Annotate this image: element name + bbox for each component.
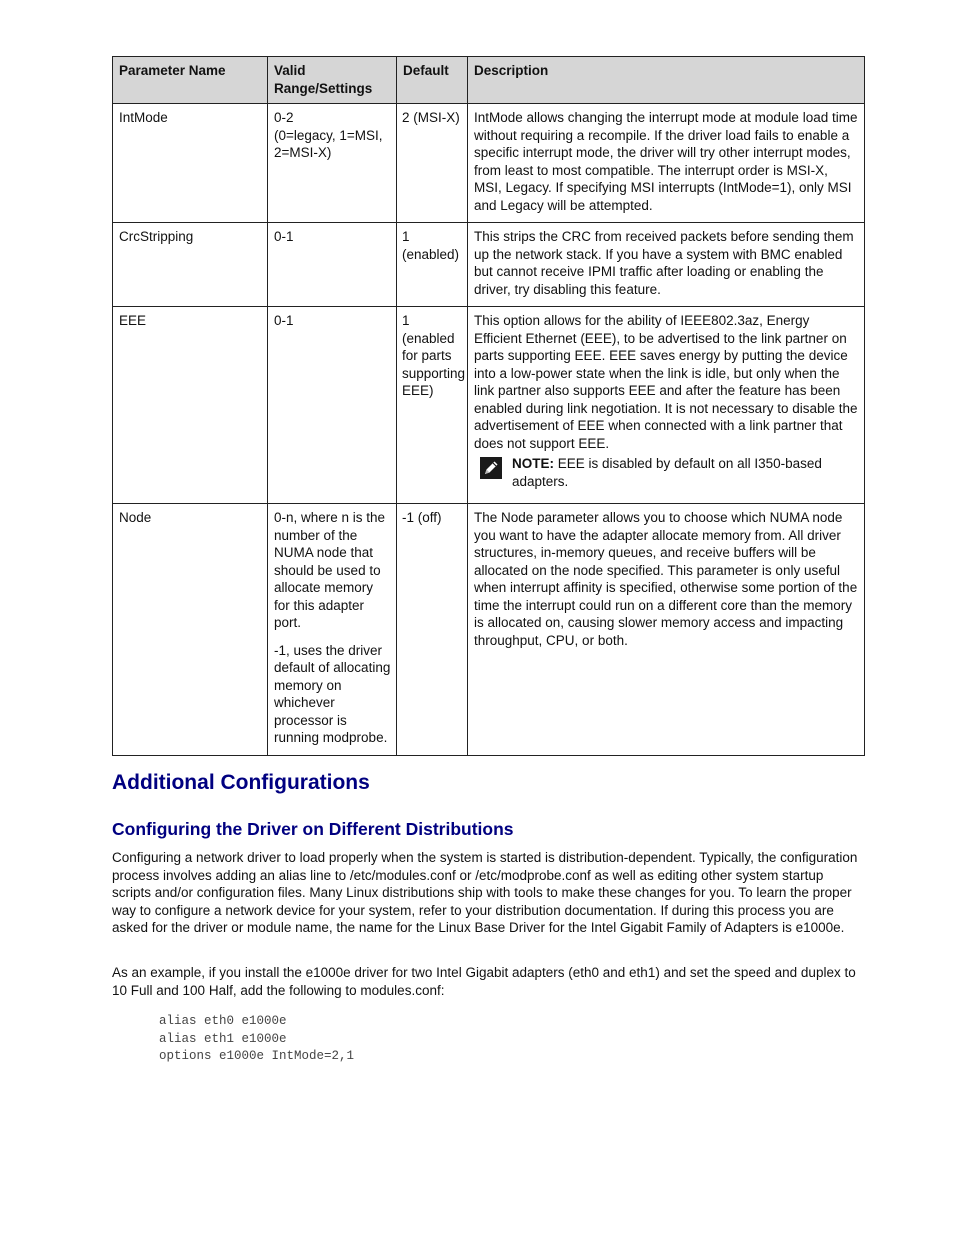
- table-row: [113, 307, 865, 504]
- param-range: [268, 307, 397, 504]
- header-description: Description: [468, 57, 865, 104]
- parameters-table: [112, 56, 865, 756]
- subsection-title: Configuring the Driver on Different Distributions: [112, 819, 514, 839]
- header-valid-range: Valid Range/Settings: [268, 57, 397, 104]
- code-line: alias eth1 e1000e: [159, 1031, 287, 1046]
- param-default: 1 (enabled for parts supporting EEE): [397, 307, 468, 504]
- range-text: 0-n, where n is the number of the NUMA node that should be used to allocate memory for this adapter port.: [274, 510, 386, 630]
- param-name: Node: [113, 504, 268, 756]
- note-text: [512, 455, 859, 490]
- param-description: This strips the CRC from received packets before sending them up the network stack. If you have a system with BMC enabled but cannot receive IPMI traffic after loading or enabling the driver, try disabling this feature.: [468, 223, 865, 307]
- header-default: Default: [397, 57, 468, 104]
- code-line: options e1000e IntMode=2,1: [159, 1049, 355, 1063]
- range-text: -1, uses the driver default of allocating memory on whichever processor is running modprobe.: [274, 642, 391, 745]
- section-title: Additional Configurations: [112, 771, 370, 794]
- note-body: EEE is disabled by default on all I350-based adapters.: [512, 456, 822, 489]
- range-text: 0-1: [274, 229, 294, 244]
- param-description: The Node parameter allows you to choose which NUMA node you want to have the adapter allocate memory from. All driver structures, in-memory queues, and receive buffers will be allocated on the node specified. This parameter is only useful when interrupt affinity is specified, otherwise some portion of the time the interrupt could run on a different core than the memory is allocated on, causing slower memory access and impacting throughput, CPU, or both.: [468, 504, 865, 756]
- table-row: [113, 223, 865, 307]
- param-default: -1 (off): [397, 504, 468, 756]
- note-callout: [474, 455, 859, 490]
- table-row: [113, 504, 865, 756]
- header-parameter-name: Parameter Name: [113, 57, 268, 104]
- param-description: IntMode allows changing the interrupt mode at module load time without requiring a recompile. If the driver load fails to enable a specific interrupt mode, the driver will try other interrupt modes, from least to most compatible. The interrupt order is MSI-X, MSI, Legacy. If specifying MSI interrupts (IntMode=1), only MSI and Legacy will be attempted.: [468, 104, 865, 223]
- param-name: EEE: [113, 307, 268, 504]
- body-paragraph: Configuring a network driver to load properly when the system is started is distribution-dependent. Typically, the configuration process involves adding an alias line to /etc/modules.conf or /etc/modprobe.conf as well as editing other system startup scripts and/or configuration files. Many Linux distributions ship with tools to make these changes for you. To learn the proper way to configure a network device for your system, refer to your distribution documentation. If during this process you are asked for the driver or module name, the name for the Linux Base Driver for the Intel Gigabit Family of Adapters is e1000e.: [112, 850, 858, 935]
- description-text: This option allows for the ability of IEEE802.3az, Energy Efficient Ethernet (EEE), to be advertised to the link partner on parts supporting EEE. EEE saves energy by putting the device into a low-power state when the link is idle, but only when the link partner also supports EEE and after the feature has been enabled during link negotiation. It is not necessary to disable the advertisement of EEE when connected with a link partner that does not support EEE.: [474, 313, 858, 451]
- range-text: 0-2 (0=legacy, 1=MSI, 2=MSI-X): [274, 110, 383, 160]
- note-label: NOTE:: [512, 456, 554, 471]
- param-range: [268, 504, 397, 756]
- param-range: [268, 223, 397, 307]
- param-name: IntMode: [113, 104, 268, 223]
- param-range: [268, 104, 397, 223]
- range-text: 0-1: [274, 313, 294, 328]
- param-default: 2 (MSI-X): [397, 104, 468, 223]
- param-name: CrcStripping: [113, 223, 268, 307]
- body-paragraph: As an example, if you install the e1000e driver for two Intel Gigabit adapters (eth0 and eth1) and set the speed and duplex to 10 Full and 100 Half, add the following to modules.conf:: [112, 965, 856, 998]
- note-pencil-icon: [480, 457, 502, 479]
- param-default: 1 (enabled): [397, 223, 468, 307]
- table-header-row: [113, 57, 865, 104]
- table-row: [113, 104, 865, 223]
- param-description: [468, 307, 865, 504]
- code-block: [159, 1013, 354, 1066]
- code-line: alias eth0 e1000e: [159, 1014, 287, 1028]
